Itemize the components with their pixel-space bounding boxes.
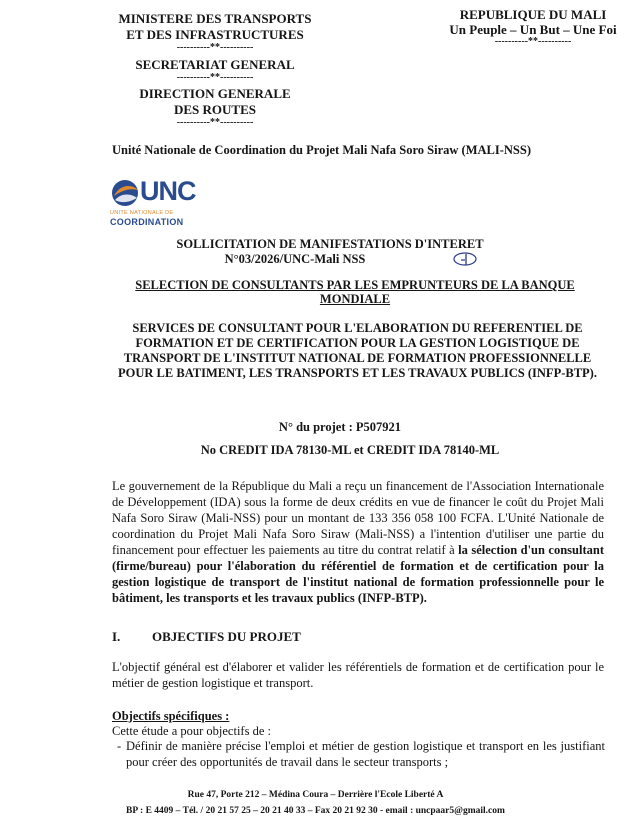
header-right-republic — [438, 7, 628, 47]
logo-subtitle-line2: COORDINATION — [110, 217, 184, 227]
services-title: SERVICES DE CONSULTANT POUR L'ELABORATION DU REFERENTIEL DE FORMATION ET DE CERTIFICATION POUR LA GESTION LOGISTIQUE DE TRANSPORT DE L'INSTITUT NATIONAL DE FORMATION PROFESSIONNELLE POUR LE BATIMENT, LES TRANSPORTS ET LES TRAVAUX PUBLICS (INFP-BTP). — [118, 321, 597, 380]
list-item-text: Définir de manière précise l'emploi et métier de gestion logistique et transport en les justifiant pour créer des opportunités de travail dans le secteur transports ; — [126, 739, 605, 769]
separator: ----------**---------- — [176, 72, 254, 83]
separator: ----------**---------- — [176, 117, 254, 128]
unc-logo — [110, 176, 200, 230]
header-left-ministry — [100, 11, 330, 128]
direction-line2: DES ROUTES — [174, 102, 256, 117]
separator: ----------**---------- — [176, 42, 254, 53]
logo-subtitle-line1: UNITE NATIONALE DE — [110, 210, 174, 216]
bullet-dash: - — [117, 739, 122, 753]
intro-text-bold: la sélection d'un consultant (firme/bureau) pour l'élaboration du référentiel de formation et de certification pour la gestion logistique de transport de l'institut national de formation professionnelle pour le bâtiment, les transports et les travaux publics (INFP-BTP). — [112, 543, 604, 605]
unc-logo-swirl-icon — [110, 178, 142, 210]
section-title: OBJECTIFS DU PROJET — [152, 629, 301, 644]
project-number: N° du projet : P507921 — [278, 420, 402, 434]
country-name: REPUBLIQUE DU MALI — [459, 7, 607, 22]
country-motto: Un Peuple – Un But – Une Foi — [449, 22, 617, 37]
direction-line1: DIRECTION GENERALE — [139, 86, 291, 101]
selection-title: SELECTION DE CONSULTANTS PAR LES EMPRUNTEURS DE LA BANQUE MONDIALE — [135, 278, 575, 306]
specific-objectives-heading: Objectifs spécifiques : — [112, 709, 230, 723]
footer-address: Rue 47, Porte 212 – Médina Coura – Derrière l'Ecole Liberté A — [187, 790, 444, 800]
section-number: I. — [112, 629, 121, 644]
section-heading — [112, 629, 412, 645]
credit-reference: No CREDIT IDA 78130-ML et CREDIT IDA 78140-ML — [200, 443, 500, 457]
ministry-line1: MINISTERE DES TRANSPORTS — [118, 11, 312, 26]
solicitation-line1: SOLLICITATION DE MANIFESTATIONS D'INTERET — [176, 237, 484, 251]
general-objective: L'objectif général est d'élaborer et valider les référentiels de formation et de certification pour le métier de gestion logistique et transport. — [112, 660, 604, 690]
study-intro: Cette étude a pour objectifs de : — [112, 724, 271, 738]
intro-text: Le gouvernement de la République du Mali a reçu un financement de l'Association Internationale de Développement (IDA) sous la forme de deux crédits en vue de financer le coût du Projet Mali Nafa Soro Siraw (Mali-NSS) pour un montant de 133 356 058 100 FCFA. L'Unité Nationale de coordination du Projet Mali Nafa Soro Siraw (Mali-NSS) a l'intention d'utiliser une partie du financement pour effectuer les paiements au titre du contrat relatif à — [112, 479, 604, 557]
intro-paragraph — [112, 478, 604, 606]
unit-title: Unité Nationale de Coordination du Projet Mali Nafa Soro Siraw (MALI-NSS) — [112, 143, 531, 157]
footer-contact: BP : E 4409 – Tél. / 20 21 57 25 – 20 21 40 33 – Fax 20 21 92 30 - email : uncpaar5@gmail.com — [126, 806, 505, 816]
list-item — [117, 738, 605, 770]
separator: ----------**---------- — [494, 36, 572, 47]
solicitation-reference: N°03/2026/UNC-Mali NSS — [224, 252, 366, 266]
handwritten-mark-icon — [452, 250, 478, 268]
logo-letters: UNC — [140, 176, 196, 206]
secretariat-label: SECRETARIAT GENERAL — [135, 57, 295, 72]
ministry-line2: ET DES INFRASTRUCTURES — [126, 27, 304, 42]
